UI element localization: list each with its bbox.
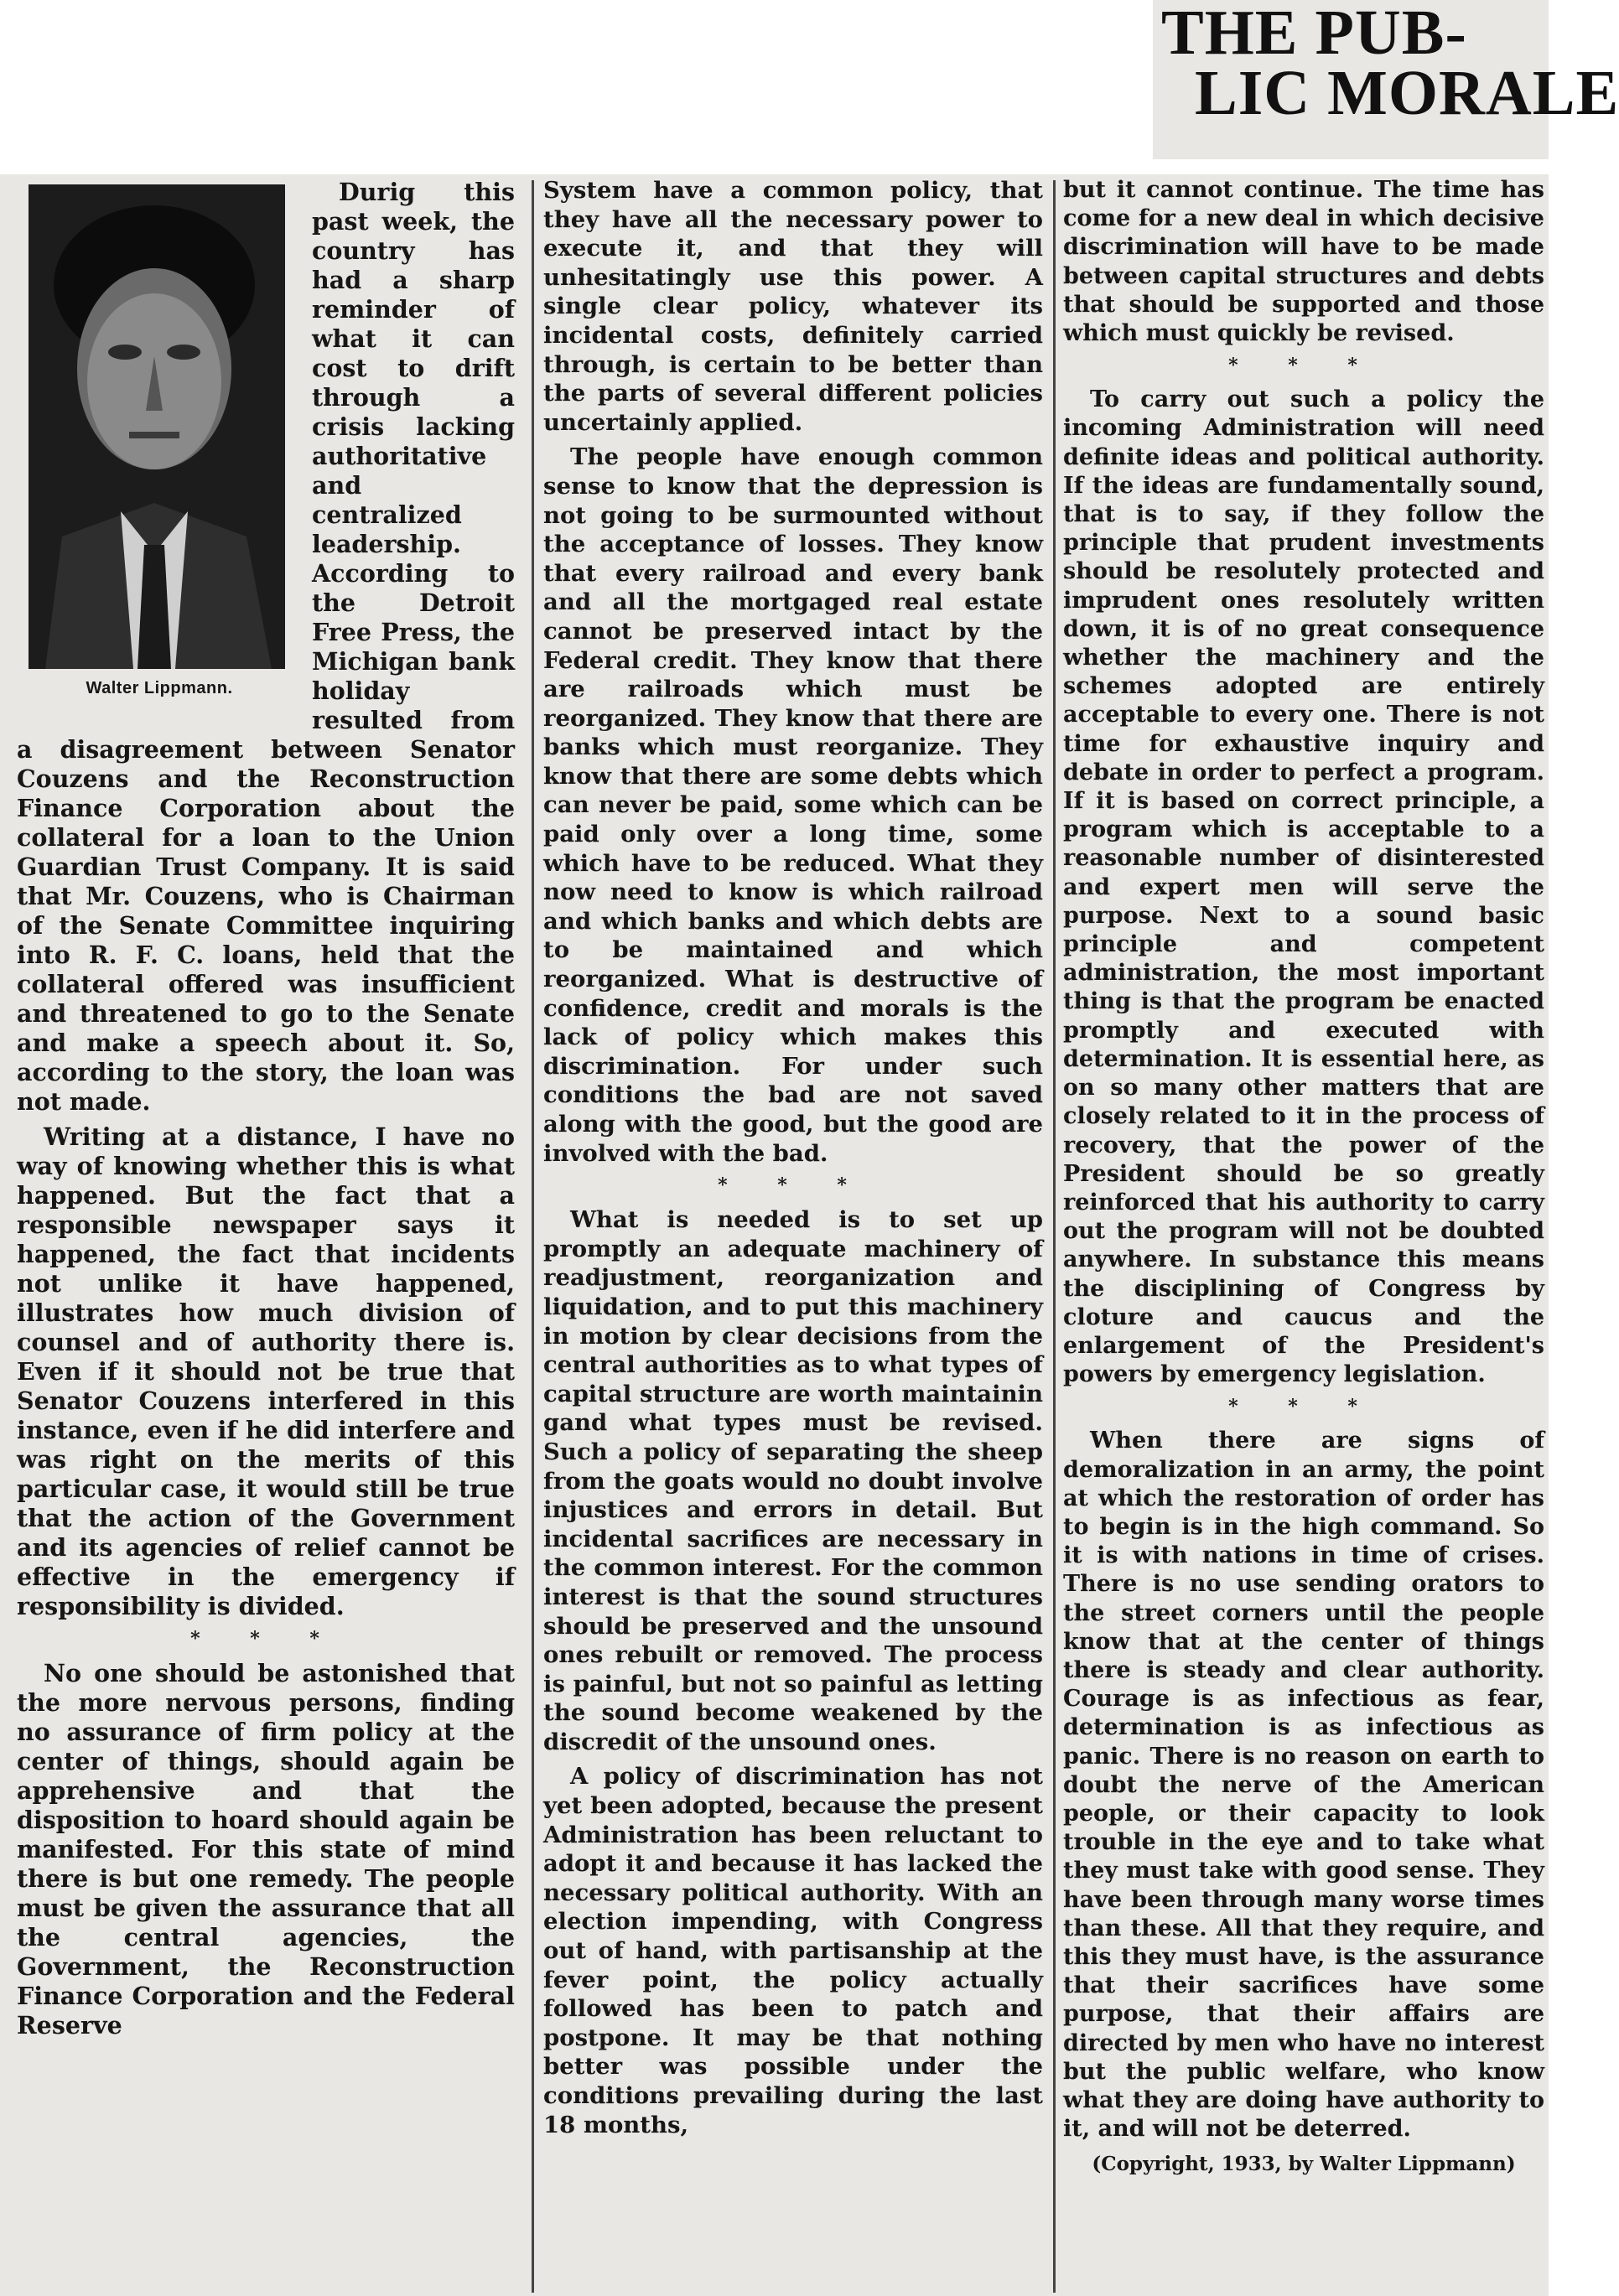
article-paragraph: To carry out such a policy the incoming Administration will need definite ideas and political authority. If the ideas are fundamentally sound, that is to say, if they follow the principle that prudent investments should be resolutely protected and imprudent ones resolutely written down, it is of no great consequence whether the machinery and the schemes adopted are entirely acceptable to every one. There is not time for exhaustive inquiry and debate in order to perfect a program. If it is based on correct principle, a program which is acceptable to a reasonable number of disinterested and expert men will serve the purpose. Next to a sound basic principle and competent administration, the most important thing is that the program be enacted promptly and executed with determination. It is essential here, as on so many other matters that are closely related to it in the process of recovery, that the power of the President should be so greatly reinforced that his authority to carry out the program will not be doubted anywhere. In substance this means the disciplining of Congress by cloture and caucus and the enlargement of the President's powers by emergency legislation. (1063, 386, 1544, 1388)
article-paragraph: No one should be astonished that the more nervous persons, finding no assurance of firm policy at the center of things, should again be apprehensive and that the disposition to hoard should again be manifested. For this state of mind there is but one remedy. The people must be given the assurance that all the central agencies, the Government, the Reconstruction Finance Corporation and the Federal Reserve (17, 1659, 515, 2039)
column-rule-2 (1053, 180, 1056, 2293)
article-paragraph: but it cannot continue. The time has come for a new deal in which decisive discrimination will have to be made between capital structures and debts that should be supported and those which must quickly be revised. (1063, 177, 1544, 347)
article-paragraph: When there are signs of demoralization in an army, the point at which the restoration of order has to begin is in the high command. So it is with nations in time of crises. There is no use sending orators to the street corners until the people know that at the center of things there is steady and clear authority. Courage is as infectious as fear, determination is as infectious as panic. There is no reason on earth to doubt the nerve of the American people, or their capacity to look trouble in the eye and to take what they must take with good sense. They have been through many worse times than these. All that they require, and this they must have, is the assurance that their sacrifices have some purpose, that their affairs are directed by men who have no interest but the public welfare, who know what they are doing have authority to it, and will not be deterred. (1063, 1428, 1544, 2143)
author-photo (29, 184, 285, 669)
section-break: * * * (718, 1174, 869, 1197)
author-photo-block (17, 178, 302, 703)
article-paragraph: Writing at a distance, I have no way of knowing whether this is what happened. But the fact that a responsible newspaper says it happened, the fact that incidents not unlike it have happened, illustrates how much division of counsel and of authority there is. Even if it should not be true that Senator Couzens interfered in this instance, even if he did interfere and was right on the merits of this particular case, it would still be true that the action of the Government and its agencies of relief cannot be effective in the emergency if responsibility is divided. (17, 1122, 515, 1620)
headline-line-1: THE PUB- (1161, 0, 1467, 68)
column-2 (543, 176, 1043, 2145)
article-paragraph: System have a common policy, that they have all the necessary power to execute it, and that they will unhesitatingly use this power. A single clear policy, whatever its incidental costs, definitely carried through, is certain to be better than the parts of several different policies uncertainly applied. (543, 177, 1043, 436)
column-1 (17, 178, 515, 2046)
headline-box (1153, 0, 1619, 159)
section-break: * * * (1228, 355, 1379, 377)
copyright-line: (Copyright, 1933, by Walter Lippmann) (1092, 2153, 1516, 2176)
section-break: * * * (190, 1628, 341, 1650)
portrait-image (29, 184, 285, 669)
column-3 (1063, 176, 1544, 2179)
photo-caption: Walter Lippmann. (86, 679, 233, 697)
column-rule-1 (532, 180, 534, 2293)
article-paragraph: A policy of discrimination has not yet been adopted, because the present Administration has been reluctant to adopt it and because it has lacked the necessary political authority. With an election impending, with Congress out of hand, with partisanship at the fever point, the policy actually followed has been to patch and postpone. It may be that nothing better was possible under the conditions prevailing during the last 18 months, (543, 1763, 1043, 2138)
article-paragraph: What is needed is to set up promptly an adequate machinery of readjustment, reorganization and liquidation, and to put this machinery in motion by clear decisions from the central authorities as to what types of capital structure are worth maintainin gand what types must be revised. Such a policy of separating the sheep from the goats would no doubt involve injustices and errors in detail. But incidental sacrifices are necessary in the common interest. For the common interest is that the sound structures should be preserved and the unsound ones rebuilt or removed. The process is painful, but not so painful as letting the sound become weakened by the discredit of the unsound ones. (543, 1206, 1043, 1755)
article-paragraph: Durig this past week, the country has had a sharp reminder of what it can cost to drift through a crisis lacking authoritative and centralized leadership. According to the Detroit Free Press, the Michigan bank holiday resulted from a disagreement between Senator Couzens and the Reconstruction Finance Corporation about the collateral for a loan to the Union Guardian Trust Company. It is said that Mr. Couzens, who is Chairman of the Senate Committee inquiring into R. F. C. loans, held that the collateral offered was insufficient and threatened to go to the Senate and make a speech about it. So, according to the story, the loan was not made. (17, 178, 515, 1116)
article-paragraph: The people have enough common sense to know that the depression is not going to be surmounted without the acceptance of losses. They know that every railroad and every bank and all the mortgaged real estate cannot be preserved intact by the Federal credit. They know that there are railroads which must be reorganized. They know that there are banks which must reorganize. They know that there are some debts which can never be paid, some which can be paid only over a long time, some which have to be reduced. What they now need to know is which railroad and which banks and which debts are to be maintained and which reorganized. What is destructive of confidence, credit and morals is the lack of policy which makes this discrimination. For under such conditions the bad are not saved along with the good, but the good are involved with the bad. (543, 443, 1043, 1167)
headline-line-2: LIC MORALE (1195, 58, 1619, 128)
section-break: * * * (1228, 1396, 1379, 1418)
